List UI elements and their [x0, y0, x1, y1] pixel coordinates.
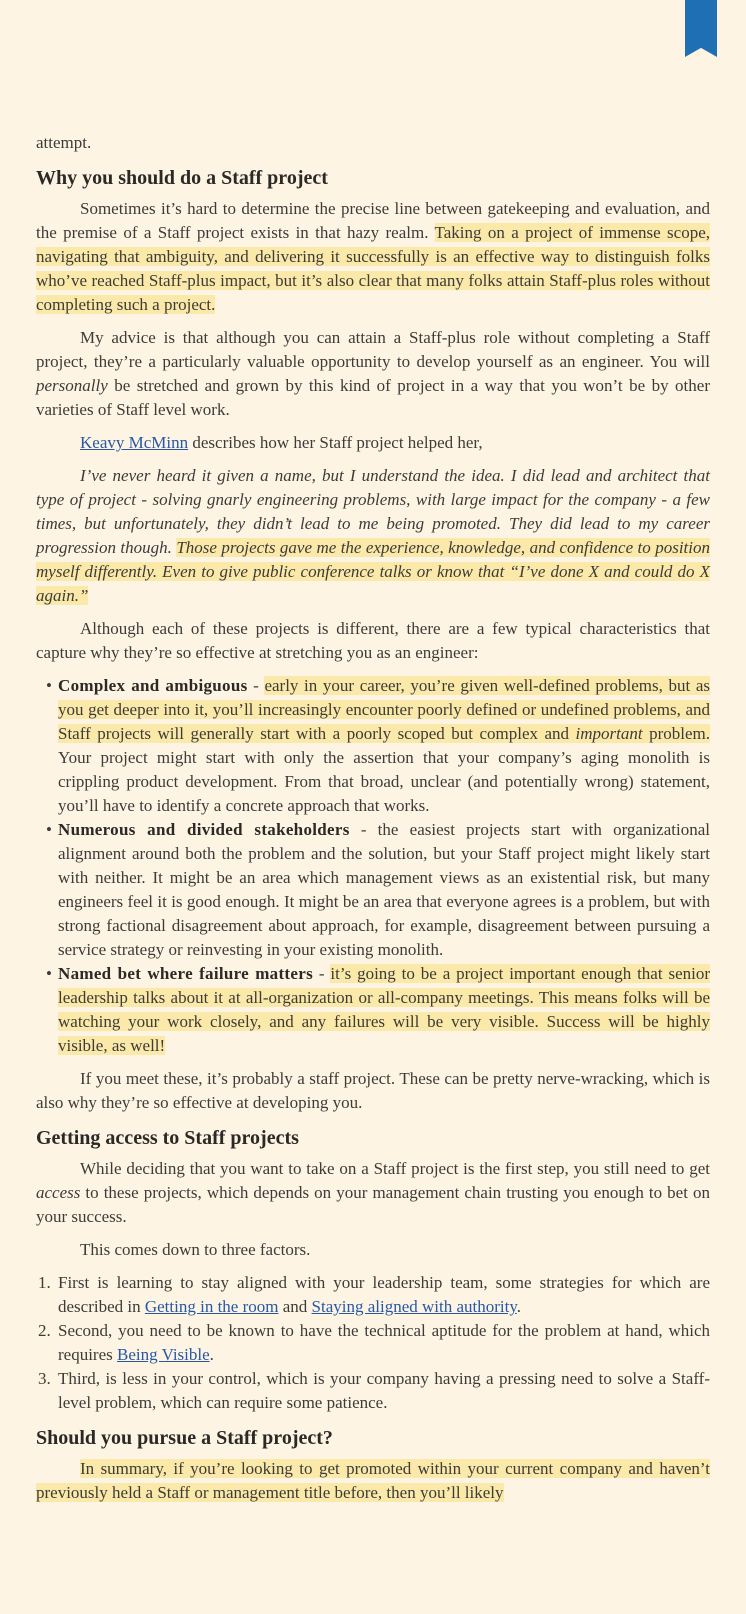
paragraph — [36, 197, 710, 317]
highlighted-text[interactable]: In summary, if you’re looking to get promoted within your current company and haven’t previously held a Staff or management title before, then you’ll likely — [36, 1459, 710, 1502]
list-number: 2. — [38, 1321, 51, 1340]
paragraph-text: My advice is that although you can attain a Staff-plus role without completing a Staff project, they’re a particularly valuable opportunity to develop yourself as an engineer. You will — [36, 328, 710, 371]
list-item-title: Complex and ambiguous — [58, 676, 248, 695]
link-keavy-mcminn[interactable]: Keavy McMinn — [80, 433, 189, 452]
list-item: • Named bet where failure matters - it’s going to be a project important enough that senior leadership talks about it at all-organization or all-company meetings. This means folks will be watching your work closely, and any failures will be very visible. Success will be highly visible, as well! — [36, 962, 710, 1058]
highlighted-text[interactable]: early in your career, you’re given well-defined problems, but as you get deeper into it, you’ll increasingly encounter poorly defined or undefined problems, and Staff projects will generally start with a poorly scoped but complex and important problem. — [58, 676, 711, 743]
link-being-visible[interactable]: Being Visible — [117, 1345, 210, 1364]
paragraph-text: Sometimes it’s hard to determine the precise line between gatekeeping and evaluation, and the premise of a Staff project exists in that hazy realm. — [36, 199, 710, 242]
paragraph: While deciding that you want to take on a Staff project is the first step, you still need to get access to these projects, which depends on your management chain trusting you enough to bet on your success. — [36, 1159, 710, 1226]
section-heading-pursue: Should you pursue a Staff project? — [36, 1427, 333, 1449]
emphasis-text: access — [36, 1183, 81, 1202]
paragraph — [36, 326, 710, 422]
list-item-title: Numerous and divided stakeholders — [58, 820, 350, 839]
list-item-text: - the easiest projects start with organizational alignment around both the problem and the solution, but your Staff project might likely start with neither. It might be an area which management views as an existential risk, but many engineers feel it is good enough. It might be an area that everyone agrees is a problem, but with strong factional disagreement about approach, for example, disagreement between pursuing a service strategy or reinvesting in your existing monolith. — [58, 820, 710, 959]
blockquote — [36, 464, 710, 608]
list-item: 3. Third, is less in your control, which is your company having a pressing need to solve a Staff-level problem, which can require some patience. — [38, 1369, 710, 1412]
list-item: 1. First is learning to stay aligned with your leadership team, some strategies for which are described in Getting in the room and Staying aligned with authority. — [38, 1273, 710, 1316]
list-item: • Complex and ambiguous - early in your career, you’re given well-defined problems, but as you get deeper into it, you’ll increasingly encounter poorly defined or undefined problems, and Staff projects will generally start with a poorly scoped but complex and important problem. Your project might start with only the assertion that your company’s aging monolith is crippling product development. From that broad, unclear (and potentially wrong) statement, you’ll have to identify a concrete approach that works. — [36, 674, 710, 818]
paragraph: This comes down to three factors. — [80, 1240, 311, 1259]
paragraph: If you meet these, it’s probably a staff project. These can be pretty nerve-wracking, which is also why they’re so effective at developing you. — [36, 1069, 710, 1112]
emphasis-text: personally — [36, 376, 108, 395]
section-heading-access: Getting access to Staff projects — [36, 1127, 299, 1149]
factors-list — [36, 1271, 710, 1415]
characteristics-list — [36, 674, 710, 1058]
link-staying-aligned[interactable]: Staying aligned with authority — [311, 1297, 517, 1316]
paragraph — [36, 1457, 710, 1505]
section-heading-why: Why you should do a Staff project — [36, 167, 328, 189]
previous-paragraph-fragment: attempt. — [36, 133, 92, 152]
reader-page — [36, 0, 710, 1514]
highlighted-text[interactable]: Taking on a project of immense scope, navigating that ambiguity, and delivering it successfully is an effective way to distinguish folks who’ve reached Staff-plus impact, but it’s also clear that many folks attain Staff-plus roles without completing such a project. — [36, 223, 710, 314]
list-item-title: Named bet where failure matters — [58, 964, 313, 983]
paragraph-text: be stretched and grown by this kind of project in a way that you won’t be by other varieties of Staff level work. — [36, 376, 710, 419]
list-number: 3. — [38, 1369, 51, 1388]
paragraph — [36, 431, 710, 455]
list-item: 2. Second, you need to be known to have the technical aptitude for the problem at hand, which requires Being Visible. — [38, 1321, 710, 1364]
quote-text: I’ve never heard it given a name, but I understand the idea. I did lead and architect that type of project - solving gnarly engineering problems, with large impact for the company - a few times, but unfortunately, they didn’t lead to me being promoted. They did lead to my career progression though. — [36, 466, 710, 557]
link-getting-in-the-room[interactable]: Getting in the room — [144, 1297, 279, 1316]
list-item-text: Your project might start with only the assertion that your company’s aging monolith is crippling product development. From that broad, unclear (and potentially wrong) statement, you’ll have to identify a concrete approach that works. — [58, 748, 710, 815]
list-number: 1. — [38, 1273, 51, 1292]
highlighted-text[interactable]: it’s going to be a project important enough that senior leadership talks about it at all-organization or all-company meetings. This means folks will be watching your work closely, and any failures will be very visible. Success will be highly visible, as well! — [58, 964, 710, 1055]
list-item — [36, 818, 710, 962]
paragraph: Although each of these projects is different, there are a few typical characteristics that capture why they’re so effective at stretching you as an engineer: — [36, 619, 710, 662]
highlighted-text[interactable]: Those projects gave me the experience, knowledge, and confidence to position myself differently. Even to give public conference talks or know that “I’ve done X and could do X again.” — [36, 538, 710, 605]
paragraph-text: describes how her Staff project helped her, — [188, 433, 483, 452]
